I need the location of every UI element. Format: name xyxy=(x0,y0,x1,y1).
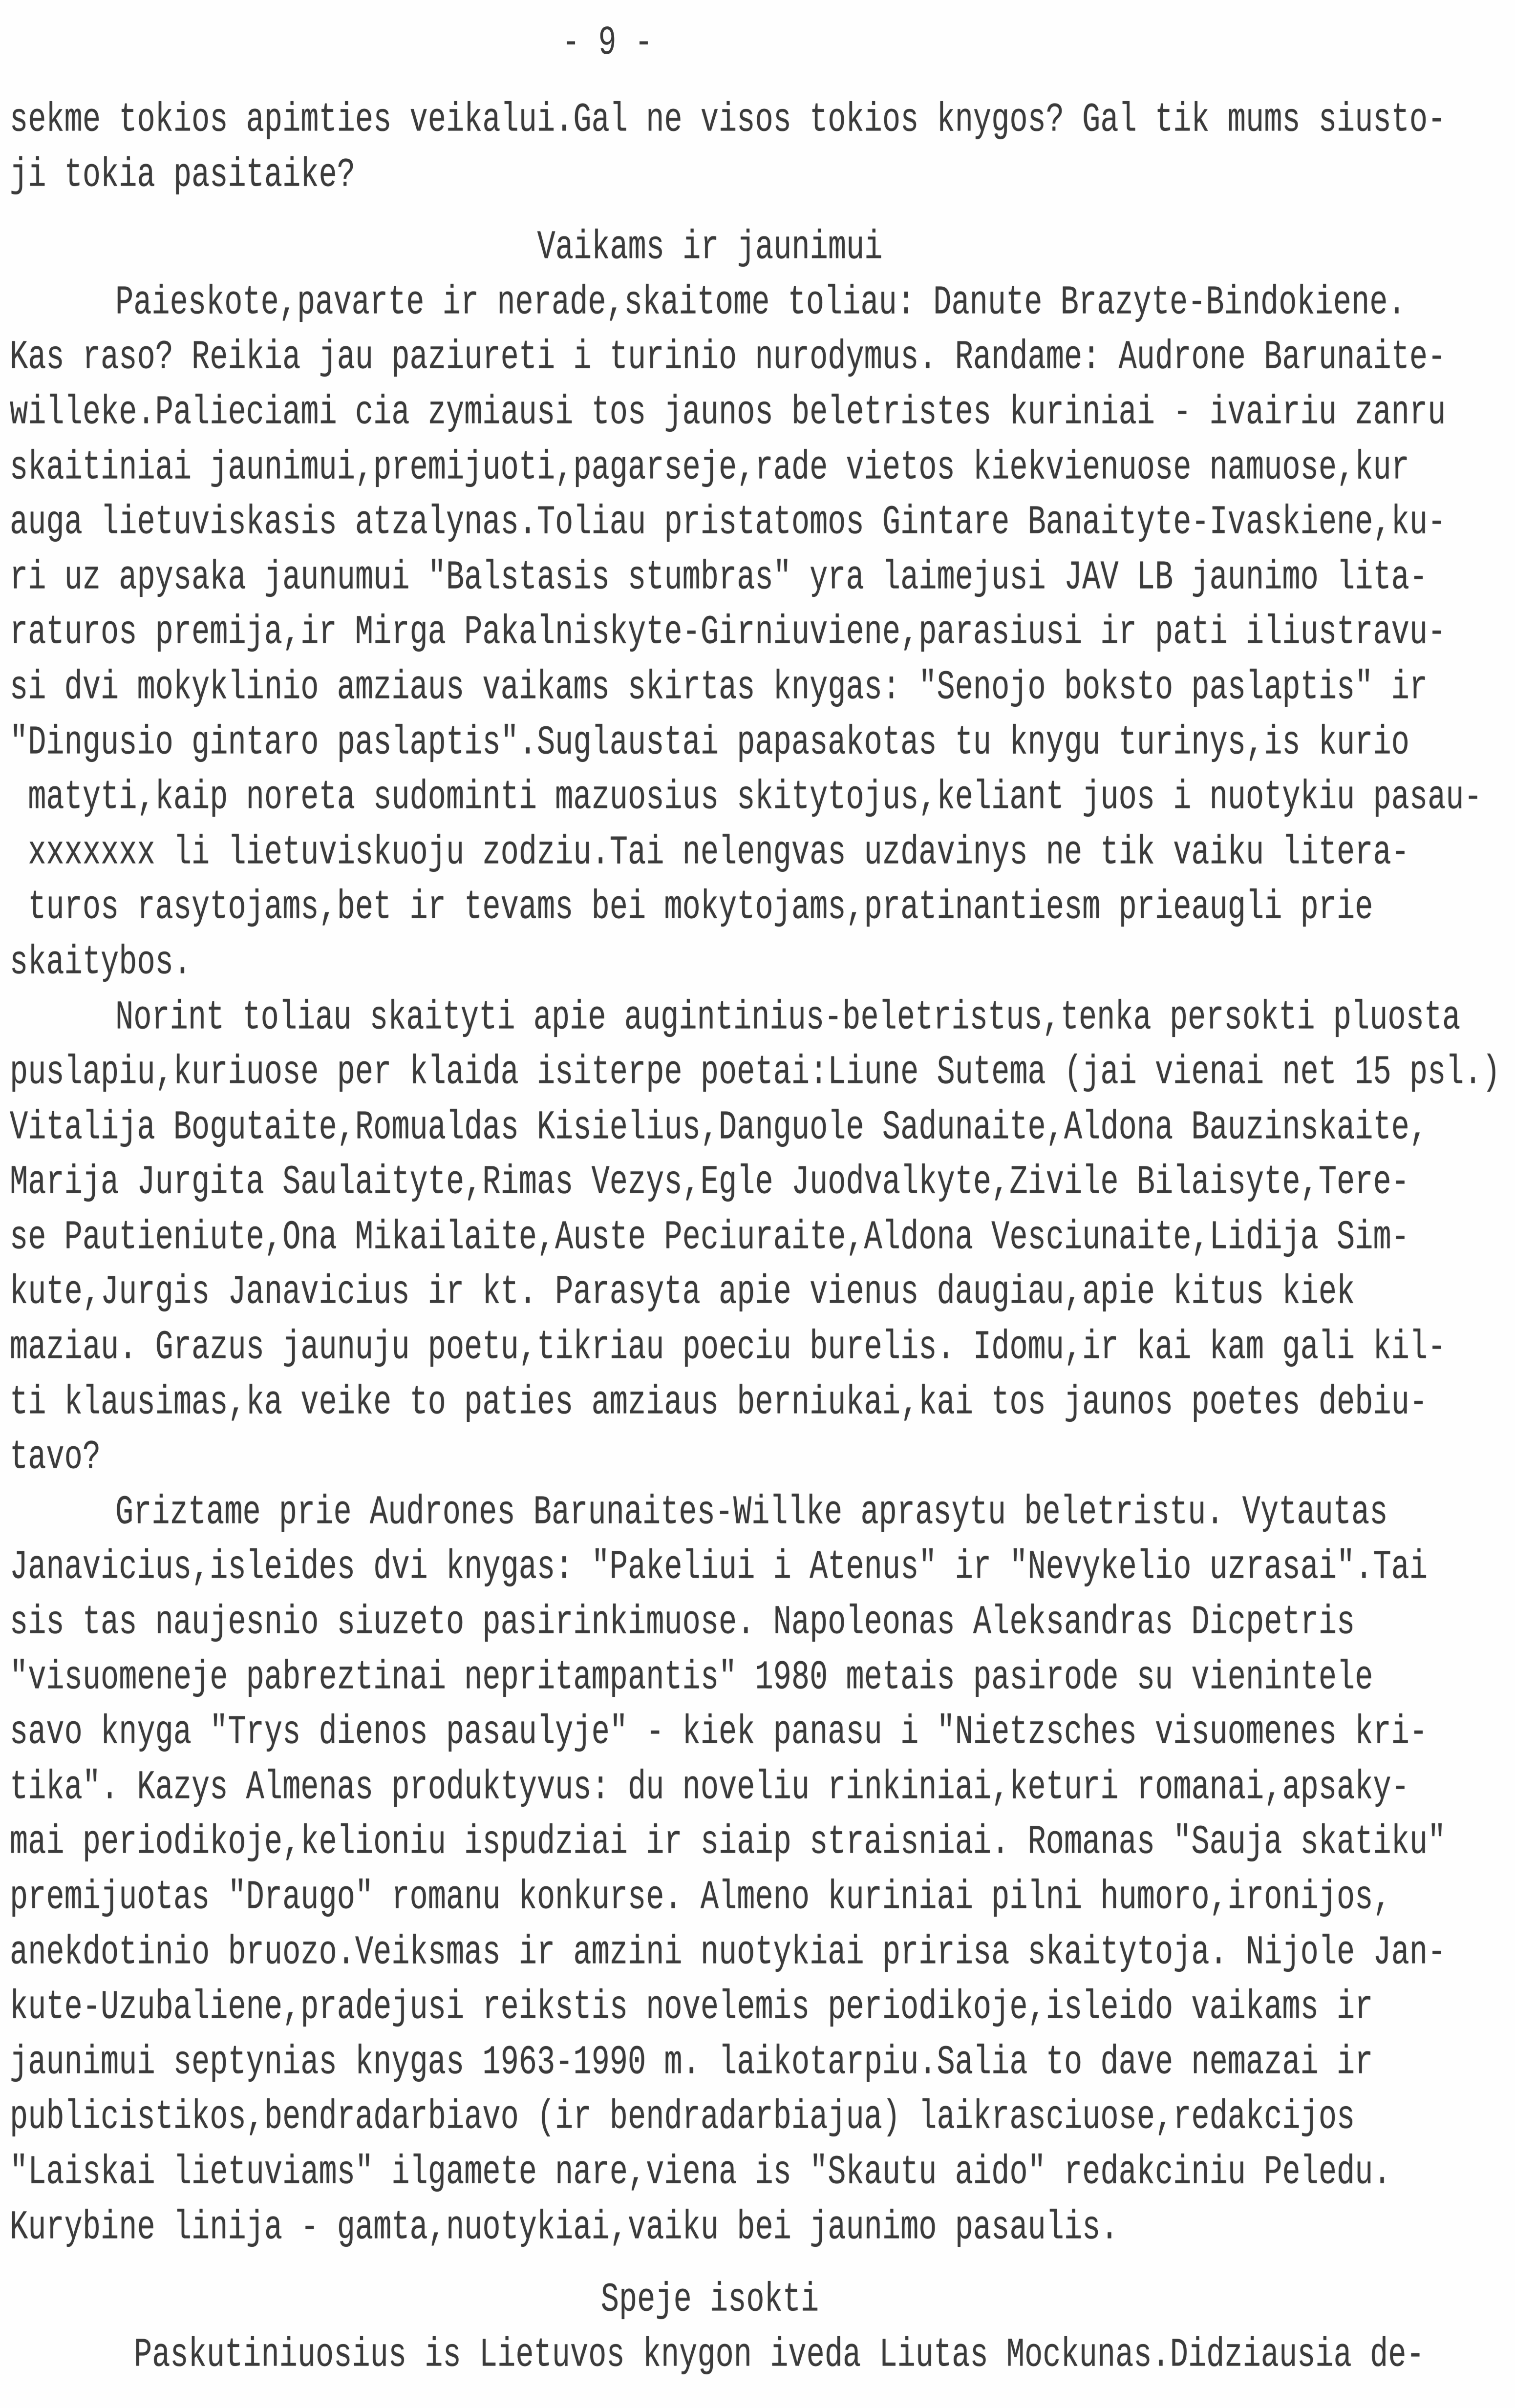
text-line: si dvi mokyklinio amziaus vaikams skirtas knygas: "Senojo boksto paslaptis" ir xyxy=(10,664,1428,711)
text-line: kute-Uzubaliene,pradejusi reikstis novelemis periodikoje,isleido vaikams ir xyxy=(10,1984,1373,2031)
text-line: Kurybine linija - gamta,nuotykiai,vaiku bei jaunimo pasaulis. xyxy=(10,2203,1119,2251)
text-line: "Laiskai lietuviams" ilgamete nare,viena is "Skautu aido" redakciniu Peledu. xyxy=(10,2149,1391,2196)
text-line: Janavicius,isleides dvi knygas: "Pakeliui i Atenus" ir "Nevykelio uzrasai".Tai xyxy=(10,1543,1428,1591)
text-line: "visuomeneje pabreztinai nepritampantis" 1980 metais pasirode su vienintele xyxy=(10,1653,1373,1701)
text-line: "Dingusio gintaro paslaptis".Suglaustai papasakotas tu knygu turinys,is kurio xyxy=(10,718,1409,766)
text-line: matyti,kaip noreta sudominti mazuosius skitytojus,keliant juos i nuotykiu pasau- xyxy=(10,774,1482,821)
text-line: premijuotas "Draugo" romanu konkurse. Almeno kuriniai pilni humoro,ironijos, xyxy=(10,1874,1391,1921)
text-line: puslapiu,kuriuose per klaida isiterpe poetai:Liune Sutema (jai vienai net 15 psl.) xyxy=(10,1049,1500,1096)
text-line: turos rasytojams,bet ir tevams bei mokytojams,pratinantiesm prieaugli prie xyxy=(10,884,1373,931)
text-line: Kas raso? Reikia jau paziureti i turinio nurodymus. Randame: Audrone Barunaite- xyxy=(10,334,1446,381)
text-line: Paskutiniuosius is Lietuvos knygon iveda Liutas Mockunas.Didziausia de- xyxy=(134,2331,1425,2378)
text-line: Griztame prie Audrones Barunaites-Willke aprasytu beletristu. Vytautas xyxy=(115,1489,1388,1536)
text-line: willeke.Palieciami cia zymiausi tos jaunos beletristes kuriniai - ivairiu zanru xyxy=(10,389,1446,436)
text-line: anekdotinio bruozo.Veiksmas ir amzini nuotykiai pririsa skaitytoja. Nijole Jan- xyxy=(10,1928,1446,1976)
text-line: ri uz apysaka jaunumui "Balstasis stumbras" yra laimejusi JAV LB jaunimo lita- xyxy=(10,554,1428,601)
text-line: jaunimui septynias knygas 1963-1990 m. laikotarpiu.Salia to dave nemazai ir xyxy=(10,2039,1373,2086)
text-line: tavo? xyxy=(10,1434,101,1481)
text-line: mai periodikoje,kelioniu ispudziai ir siaip straisniai. Romanas "Sauja skatiku" xyxy=(10,1818,1446,1866)
text-line: skaitiniai jaunimui,premijuoti,pagarseje,rade vietos kiekvienuose namuose,kur xyxy=(10,444,1409,491)
section-heading: Speje isokti xyxy=(600,2276,819,2324)
text-line: tika". Kazys Almenas produktyvus: du noveliu rinkiniai,keturi romanai,apsaky- xyxy=(10,1764,1409,1811)
text-line: skaitybos. xyxy=(10,939,192,986)
text-line: kute,Jurgis Janavicius ir kt. Parasyta apie vienus daugiau,apie kitus kiek xyxy=(10,1268,1355,1316)
text-line: xxxxxxx li lietuviskuoju zodziu.Tai nelengvas uzdavinys ne tik vaiku litera- xyxy=(10,829,1409,876)
text-line: sekme tokios apimties veikalui.Gal ne visos tokios knygos? Gal tik mums siusto- xyxy=(10,96,1446,144)
text-line: Vitalija Bogutaite,Romualdas Kisielius,Danguole Sadunaite,Aldona Bauzinskaite, xyxy=(10,1103,1428,1151)
page-number: - 9 - xyxy=(562,20,653,66)
text-line: ti klausimas,ka veike to paties amziaus berniukai,kai tos jaunos poetes debiu- xyxy=(10,1378,1428,1426)
text-line: Paieskote,pavarte ir nerade,skaitome toliau: Danute Brazyte-Bindokiene. xyxy=(115,279,1406,326)
text-line: Norint toliau skaityti apie augintinius-beletristus,tenka persokti pluosta xyxy=(115,993,1461,1041)
document-body xyxy=(0,93,1515,2383)
text-line: publicistikos,bendradarbiavo (ir bendradarbiajua) laikrasciuose,redakcijos xyxy=(10,2093,1355,2141)
section-heading: Vaikams ir jaunimui xyxy=(537,224,883,271)
text-line: maziau. Grazus jaunuju poetu,tikriau poeciu burelis. Idomu,ir kai kam gali kil- xyxy=(10,1324,1446,1371)
text-line: sis tas naujesnio siuzeto pasirinkimuose. Napoleonas Aleksandras Dicpetris xyxy=(10,1599,1355,1646)
text-line: Marija Jurgita Saulaityte,Rimas Vezys,Egle Juodvalkyte,Zivile Bilaisyte,Tere- xyxy=(10,1159,1409,1206)
text-line: savo knyga "Trys dienos pasaulyje" - kiek panasu i "Nietzsches visuomenes kri- xyxy=(10,1709,1428,1756)
text-line: raturos premija,ir Mirga Pakalniskyte-Girniuviene,parasiusi ir pati iliustravu- xyxy=(10,609,1446,656)
text-line: ji tokia pasitaike? xyxy=(10,151,355,198)
text-line: auga lietuviskasis atzalynas.Toliau pristatomos Gintare Banaityte-Ivaskiene,ku- xyxy=(10,499,1446,546)
text-line: se Pautieniute,Ona Mikailaite,Auste Peciuraite,Aldona Vesciunaite,Lidija Sim- xyxy=(10,1214,1409,1261)
